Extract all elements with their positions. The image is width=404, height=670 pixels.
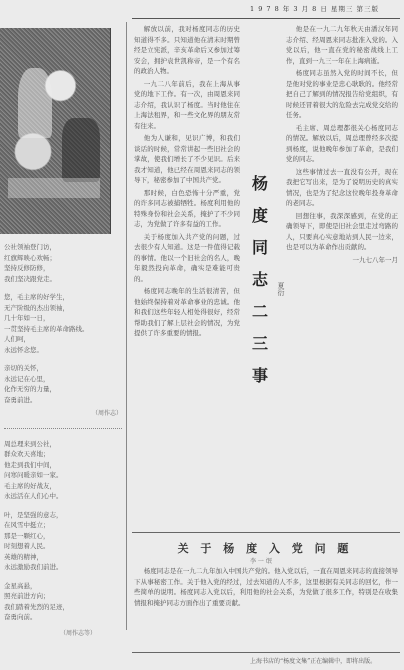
poem-line: 坚持反修防修， xyxy=(4,264,50,272)
poem-line: 我们坚决跟党走。 xyxy=(4,274,56,283)
title-char: 杨 xyxy=(251,174,268,193)
paragraph: 杨度同志虽然入党的时间不长，但是他对党的事业是忠心耿耿的。他经常把自己了解到的情况报告给党组织，有时候还冒着很大的危险去完成党交给的任务。 xyxy=(286,69,398,119)
left-poem-column xyxy=(4,242,122,623)
paragraph: 解放以前，我对杨度同志的历史知道得不多。只知道他在清末时期曾经是立宪派，辛亥革命后又参加过筹安会，拥护袁世凯称帝，是一个有名的政治人物。 xyxy=(134,25,240,75)
title-char: 二 xyxy=(251,302,268,321)
poem-line: 永远怀念您。 xyxy=(4,345,43,354)
paragraph: 回想往事，我深深感到，在党的正确领导下，即使是旧社会里走过弯路的人，只要真心实意地站到人民一边来，也是可以为革命作出贡献的。 xyxy=(286,211,398,251)
poem-line: 毛主席的好战友， xyxy=(4,481,56,490)
paragraph: 他为人谦和，见识广博，和我们谈话的时候，常常讲起一些旧社会的掌故，使我们增长了不少见识。后来我才知道，他已经在周恩来同志的领导下，秘密参加了中国共产党。 xyxy=(134,134,240,184)
footer-note: 上海书店的“杨度文集”正在编辑中，即将出版。 xyxy=(250,658,377,665)
section-rule xyxy=(132,532,400,533)
paragraph: 一九二八年前后，我在上海从事党的地下工作。有一次，由周恩来同志介绍，我认识了杨度。当时他住在上海法租界，和一些文化界的朋友常有往来。 xyxy=(134,79,240,130)
poem-line: 时刻想着人民。 xyxy=(4,542,50,550)
title-char: 志 xyxy=(251,270,268,289)
poem-line: 几十年如一日， xyxy=(4,314,50,322)
poem-line: 永远活在人们心中。 xyxy=(4,492,63,500)
paragraph: 杨度同志是在一九二九年加入中国共产党的。他入党以后，一直在周恩来同志的直接领导下从事秘密工作。关于他入党的经过，过去知道的人不多，这里根据有关同志的回忆，作一些简单的说明。杨度同志入党以后，利用他的社会关系，为党做了很多工作，特别是在收集情报和掩护同志方面作出了重要贡献。 xyxy=(134,567,398,607)
poem-line: 亲切的关怀， xyxy=(4,364,43,372)
article2-author: 李 一 氓 xyxy=(250,558,272,565)
paragraph: 关于杨度加入共产党的问题，过去很少有人知道。这是一件值得记载的事情。他以一个旧社会的名人，晚年毅然投向革命，确实是难能可贵的。 xyxy=(134,232,240,283)
right-body xyxy=(286,24,398,534)
title-char: 三 xyxy=(251,334,268,353)
poem-line: 公社领袖登门访， xyxy=(4,243,56,251)
poem-line: 永远记在心里， xyxy=(4,374,50,383)
poem-line: 在风雪中挺立； xyxy=(4,521,50,529)
bottom-rule xyxy=(132,652,400,653)
column-divider xyxy=(126,22,127,630)
poem-line: 照亮前进方向； xyxy=(4,592,50,600)
poem-line: 我们踏着先烈的足迹， xyxy=(4,602,69,611)
poem-stanza-3 xyxy=(4,363,122,405)
poem-line: 无产阶级的杰出领袖， xyxy=(4,303,69,312)
article-right-column xyxy=(286,24,398,534)
poem-attribution-1: （周作志） xyxy=(91,410,122,417)
poem-line: 他走到我们中间， xyxy=(4,460,56,469)
poem-line: 那是一颗红心， xyxy=(4,531,50,540)
article-middle-column xyxy=(134,24,240,528)
header-rule xyxy=(132,18,400,19)
poem-line: 英雄的精神， xyxy=(4,552,43,561)
newspaper-header: 1 9 7 8 年 3 月 8 日 星期三 第三版 xyxy=(250,5,379,13)
photograph xyxy=(0,28,111,234)
article-author: 夏衍 xyxy=(277,282,285,296)
paragraph: 这些事情过去一直没有公开，现在我把它写出来，是为了说明历史的真实情况，也是为了纪念这位晚年投身革命的老同志。 xyxy=(286,167,398,207)
poem-line: 周总理来到公社， xyxy=(4,439,56,448)
article2-body xyxy=(134,566,398,646)
poem-attribution-2: （周作志等） xyxy=(60,630,97,637)
poem-line: 一贯坚持毛主席的革命路线。 xyxy=(4,324,89,333)
photo-figure-dark xyxy=(62,118,100,182)
poem-stanza-4 xyxy=(4,439,122,502)
poem-line: 永远激励我们前进。 xyxy=(4,563,63,571)
poem-stanza-6 xyxy=(4,581,122,623)
article2-title: 关 于 杨 度 入 党 问 题 xyxy=(177,542,353,555)
dotted-divider xyxy=(4,428,122,429)
poem-stanza-1 xyxy=(4,242,122,284)
poem-line: 金星高悬， xyxy=(4,581,37,590)
poem-line: 问寒问暖亲如一家。 xyxy=(4,471,63,479)
poem-line: 叶，是坚强的意志， xyxy=(4,510,63,519)
paragraph: 杨度同志晚年的生活很清苦，但他始终保持着对革命事业的忠诚。他和我们这些年轻人相处得很好，经常帮助我们了解上层社会的情况，为党提供了许多重要的情报。 xyxy=(134,287,240,337)
title-char: 事 xyxy=(251,366,268,385)
paragraph: 他是在一九二九年秋天由潘汉年同志介绍、经周恩来同志批准入党的。入党以后，他一直在党的秘密战线上工作，直到一九三一年在上海病逝。 xyxy=(286,25,398,65)
poem-line: 奋勇前进。 xyxy=(4,395,37,404)
poem-line: 人们呵， xyxy=(4,335,30,343)
poem-line: 红旗辉映心欢畅； xyxy=(4,253,56,262)
title-char: 同 xyxy=(251,238,268,257)
poem-stanza-5 xyxy=(4,510,122,573)
poem-line: 您，毛主席的好学生， xyxy=(4,293,69,301)
title-char: 度 xyxy=(251,206,268,225)
poem-line: 化作无穷的力量， xyxy=(4,385,56,393)
paragraph: 毛主席、周总理都很关心杨度同志的情况。解放以后，周总理曾经多次提到杨度，说他晚年参加了革命，是我们党的同志。 xyxy=(286,123,398,163)
article-title xyxy=(245,168,275,392)
poem-stanza-2 xyxy=(4,292,122,355)
poem-line: 群众欢天喜地； xyxy=(4,450,50,458)
photo-figure-light xyxy=(18,68,52,138)
paragraph: 那时候，白色恐怖十分严重，党的许多同志被捕牺牲。杨度利用他的特殊身份和社会关系，掩护了不少同志，为党做了许多有益的工作。 xyxy=(134,188,240,228)
middle-body xyxy=(134,24,240,528)
article-date: 一九七八年一月 xyxy=(352,255,398,264)
poem-line: 奋勇向前。 xyxy=(4,613,37,621)
photo-foreground xyxy=(8,178,100,198)
